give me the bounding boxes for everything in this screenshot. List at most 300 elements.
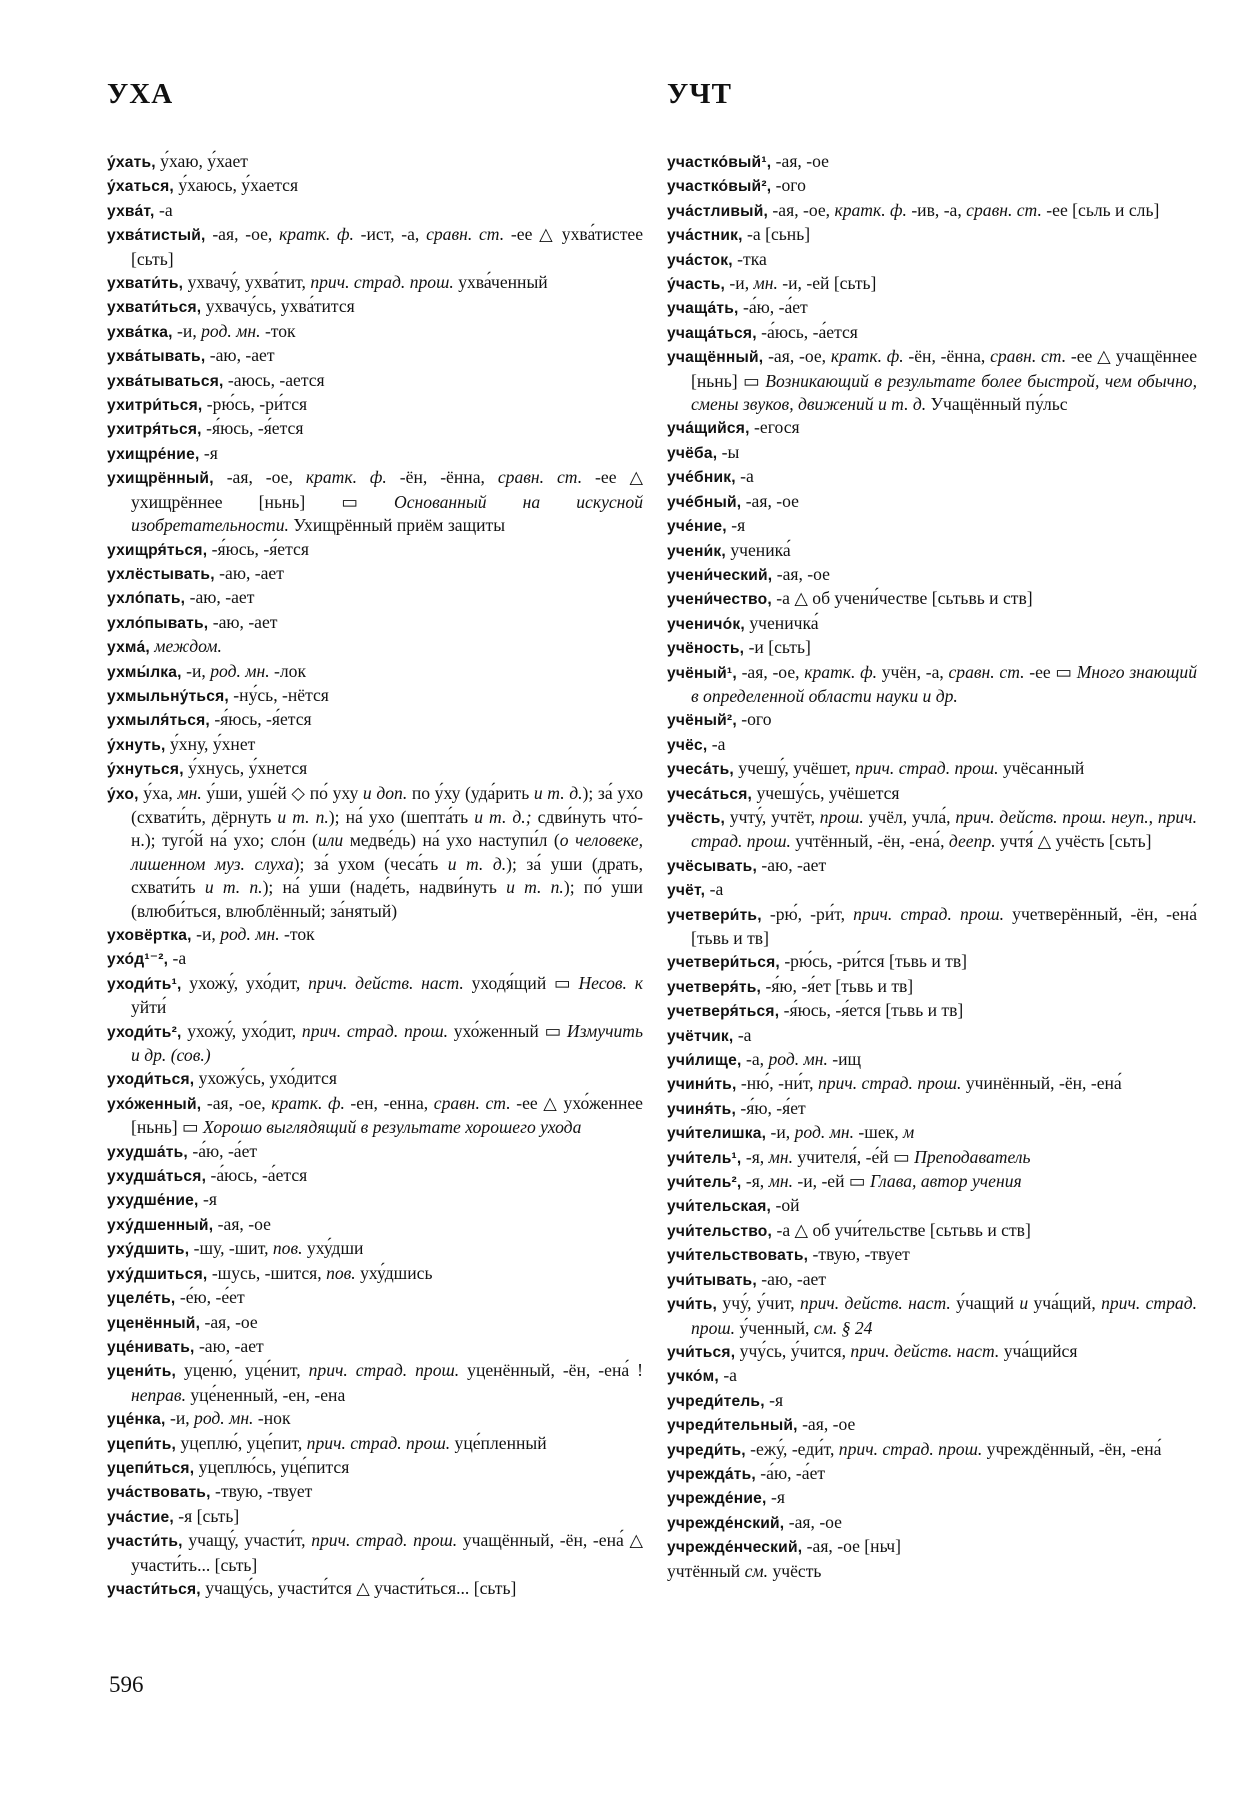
headword: участи́ть, [107,1533,183,1551]
headword: ухва́тывать, [107,348,206,366]
dictionary-entry [107,1456,643,1480]
grammar-label: Хорошо выглядящий в результате хорошего ухода [203,1117,582,1138]
entry-text: уходя́щий ▭ [463,972,579,993]
entry-text: учу́сь, у́чится, [735,1340,851,1361]
dictionary-entry [107,150,643,174]
left-column [107,150,643,1601]
headword: ухищрённый, [107,470,214,488]
entry-text: -ая, -ое [ньч] [802,1536,901,1557]
grammar-label: прич. страд. прош. [306,1432,451,1453]
entry-text: у́хаюсь, у́хается [173,175,299,196]
dictionary-entry [107,1164,643,1188]
dictionary-entry [667,223,1197,247]
headword: учи́тель¹, [667,1149,742,1167]
grammar-label: прич. страд. прош. [838,1438,983,1459]
dictionary-entry [667,1268,1197,1292]
dictionary-entry [107,1407,643,1431]
dictionary-entry [107,1262,643,1286]
dictionary-entry [667,514,1197,538]
entry-text: -и, [191,924,221,944]
entry-text: учителя́, -е́й ▭ [792,1146,915,1167]
headword: учи́телишка, [667,1125,767,1143]
grammar-label: и т. д. [533,782,583,803]
headword: учёсть, [667,809,726,827]
entry-text: -а [154,199,173,220]
entry-text: учтённый, -ён, -ена́, [790,831,949,852]
grammar-label: род. мн. [210,660,270,681]
entry-text: -я [198,1189,217,1210]
entry-text: уйти́ [131,997,167,1018]
entry-text: учту́, учтёт, [725,806,820,827]
headword: ухва́тка, [107,323,173,341]
dictionary-entry [667,1486,1197,1510]
entry-text: -ая, -ое [741,490,799,511]
grammar-label: сравн. ст. [990,346,1067,367]
dictionary-entry [107,344,643,368]
dictionary-entry [107,660,643,684]
grammar-label: и т. п. [506,877,564,898]
grammar-label: прич. действ. наст. [308,972,464,993]
headword: учрежде́ние, [667,1490,767,1508]
grammar-label: род. мн. [768,1049,828,1070]
entry-text: -аюсь, -ается [223,369,325,390]
entry-text: -аю, -ает [185,587,255,608]
entry-text: -твую, -твует [210,1481,313,1502]
entry-text: -а [707,733,726,754]
grammar-label: кратк. ф. [834,199,907,220]
grammar-label: прич. страд. прош. [310,272,454,293]
running-head-right: УЧТ [667,78,732,110]
grammar-label: прич. страд. прош. [311,1530,458,1551]
headword: учиня́ть, [667,1100,736,1118]
dictionary-entry [667,1340,1197,1364]
headword: уховёртка, [107,927,192,944]
dictionary-entry [667,345,1197,416]
entry-text: -е́ю, -е́ет [175,1287,245,1308]
entry-text: ученичка́ [744,612,819,633]
headword: у́часть, [667,276,726,294]
headword: ухва́тистый, [107,227,206,245]
entry-text: -а [733,1024,752,1045]
dictionary-entry [107,947,643,971]
entry-text: уху́дши [302,1238,364,1259]
headword: уходи́ть¹, [107,975,182,993]
headword: учи́лище, [667,1052,742,1070]
entry-text: ученика́ [725,539,791,560]
headword: у́хаться, [107,178,174,196]
dictionary-entry [667,1121,1197,1145]
dictionary-entry [667,1048,1197,1072]
dictionary-entry [667,272,1197,296]
entry-text: -ню́, -ни́т, [736,1073,818,1094]
headword: ухва́тываться, [107,372,224,390]
dictionary-entry [667,1389,1197,1413]
entry-text: учащу́, участи́т, [182,1530,312,1551]
entry-text: учёсть [768,1560,822,1581]
headword: учёс, [667,736,708,754]
entry-text: -и, [725,273,754,294]
headword: учреди́тельный, [667,1417,798,1435]
grammar-label: деепр. [948,831,996,852]
headword: учини́ть, [667,1076,737,1094]
entry-text: у́хаю, у́хает [155,151,248,171]
grammar-label: и доп. [362,782,408,803]
dictionary-entry [107,757,643,781]
headword: учетвери́ться, [667,954,780,972]
entry-text: -и, -ей [сьть] [777,273,877,294]
grammar-label: мн. [177,782,202,803]
entry-text: -нок [253,1408,291,1429]
entry-text: -ищ [827,1049,862,1070]
headword: уче́бник, [667,469,736,487]
grammar-label: Возникающий в результате более быстрой, чем обычно, смены звуков, движений и т. д. [691,370,1197,415]
entry-text: -и, [165,1408,195,1429]
dictionary-entry [667,199,1197,223]
entry-text: -рю́сь, -ри́тся [202,394,308,415]
dictionary-entry [667,563,1197,587]
grammar-label: кратк. ф. [305,467,387,488]
headword: ухва́т, [107,202,155,220]
entry-text: -ток [260,320,296,341]
headword: учеса́ть, [667,761,734,779]
entry-text: Ухищрённый приём защиты [288,515,506,536]
headword: уча́сток, [667,251,733,269]
grammar-label: Измучить и др. (сов.) [131,1020,643,1066]
dictionary-entry [667,636,1197,660]
headword: учрежде́нческий, [667,1539,803,1557]
grammar-label: сравн. ст. [433,1092,511,1113]
entry-text: -лок [269,660,307,681]
grammar-label: прич. страд. прош. [308,1360,460,1381]
entry-text: ); за́ уши (драть, схвати́ть [131,853,643,898]
headword: уцепи́ться, [107,1459,195,1477]
entry-text: -ён, -ённа, [903,346,991,367]
entry-text: ухожу́, ухо́дит, [181,1020,302,1041]
dictionary-entry [667,539,1197,563]
entry-text: -я́ю, -я́ет [тьвь и тв] [761,975,914,996]
dictionary-entry [667,1413,1197,1437]
grammar-label: Основанный на искусной изобретательности. [131,491,644,536]
headword: уча́стник, [667,227,743,245]
dictionary-entry [107,586,643,610]
dictionary-entry [667,950,1197,974]
grammar-label: см. [744,1560,769,1581]
entry-text: -я, [741,1171,769,1192]
entry-text: -а [сьнь] [742,224,811,245]
entry-text: -егося [749,417,800,438]
entry-text: -тка [732,248,767,269]
headword: учи́ть, [667,1296,718,1314]
headword: учрежде́нский, [667,1514,785,1532]
headword: участко́вый¹, [667,154,772,171]
entry-text: ухвачу́сь, ухва́тится [201,296,355,317]
headword: учёный¹, [667,664,737,682]
grammar-label: пов. [272,1238,303,1259]
headword: уча́ствовать, [107,1484,211,1502]
dictionary-entry [667,1024,1197,1048]
entry-text: ухожу́, ухо́дит, [181,972,309,993]
headword: ученичо́к, [667,615,745,633]
entry-text: учешу́сь, учёшется [752,782,900,803]
page-number: 596 [109,1672,144,1697]
dictionary-entry [107,972,643,1020]
entry-text: у́ха, [138,782,178,803]
grammar-label: м [903,1122,915,1143]
dictionary-entry [107,733,643,757]
entry-text: -ая, -ое [772,563,830,584]
entry-text: -ая, -ое, [736,661,805,682]
entry-text: -ен, -енна, [344,1092,434,1113]
dictionary-entry [667,806,1197,854]
headword: учёба, [667,444,718,462]
entry-text: -а △ об учени́честве [сьтьвь и ств] [771,588,1033,609]
dictionary-entry [667,999,1197,1023]
entry-text: -я [сьть] [173,1505,240,1526]
entry-text: -а́ю, -а́ет [738,297,808,318]
entry-text: -а [705,879,724,900]
entry-text: у́хнусь, у́хнется [183,758,308,779]
headword: учи́тельствовать, [667,1247,809,1265]
entry-text: -а́юсь, -а́ется [756,321,858,342]
grammar-label: род. мн. [794,1122,855,1143]
entry-text: -ая, -ое, [768,199,835,220]
grammar-label: род. мн. [194,1408,254,1429]
grammar-label: кратк. ф. [804,661,878,682]
entry-text: уце́пленный [450,1432,547,1453]
headword: уцени́ть, [107,1363,177,1381]
entry-text: -а́юсь, -а́ется [206,1165,308,1186]
grammar-label: мн. [768,1146,793,1167]
entry-text: -ее △ учащённее [ньнь] ▭ [691,346,1197,391]
headword: ухло́пать, [107,590,186,608]
headword: ухудша́ться, [107,1168,207,1186]
entry-text: -ая, -ое [797,1414,856,1435]
entry-text: ухо́женный ▭ [448,1020,567,1041]
entry-text: -я [764,1389,784,1410]
entry-text: учащу́сь, участи́тся △ участи́ться... [сьть] [200,1577,517,1598]
dictionary-entry [107,562,643,586]
entry-text: -аю, -ает [756,1268,827,1289]
dictionary-entry [107,782,643,923]
dictionary-entry [107,1335,643,1359]
headword: учёсывать, [667,857,757,875]
entry-text: -аю, -ает [194,1335,264,1356]
headword: уходи́ться, [107,1071,195,1089]
grammar-label: и т. д. [447,853,507,874]
headword: уча́стие, [107,1508,174,1526]
dictionary-entry [667,708,1197,732]
grammar-label: пов. [326,1262,356,1283]
entry-text: -ого [771,175,806,196]
headword: учреди́ть, [667,1441,746,1459]
entry-text: -шек, [854,1122,903,1143]
entry-text: учетверённый, -ён, -ена́ [тьвь и тв] [691,903,1197,948]
headword: учетверя́ться, [667,1003,780,1021]
headword: учёт, [667,882,706,900]
dictionary-entry [107,684,643,708]
dictionary-entry [667,1194,1197,1218]
entry-text: -ист, -а, [353,224,427,245]
entry-text: ); за́ ухом (чеса́ть [293,853,448,874]
entry-text: -ежу́, -еди́т, [745,1438,839,1459]
headword: учрежда́ть, [667,1465,756,1483]
entry-text: -ого [736,709,772,730]
dictionary-entry [667,296,1197,320]
headword: учёный², [667,712,737,730]
entry-text: -и [сьть] [744,637,811,658]
entry-text: -ток [279,924,315,944]
headword: ухо́д¹⁻², [107,951,169,969]
entry-text: -я́юсь, -я́ется [209,709,312,730]
grammar-label: кратк. ф. [271,1092,345,1113]
dictionary-entry [667,1146,1197,1170]
dictionary-entry [107,320,643,344]
headword: уходи́ть², [107,1023,182,1041]
dictionary-entry [107,1237,643,1261]
headword: учи́тельство, [667,1222,773,1240]
headword: учени́к, [667,542,726,560]
entry-text: -а [168,948,187,969]
entry-text: у́ченный, [735,1317,814,1338]
entry-text: учёсанный [998,758,1085,779]
headword: участи́ться, [107,1580,201,1598]
entry-text: -ив, -а, [906,199,967,220]
headword: у́хнуть, [107,736,166,754]
grammar-label: род. мн. [201,320,261,341]
headword: ухищря́ться, [107,541,208,559]
headword: уча́щийся, [667,420,750,438]
dictionary-entry [667,1170,1197,1194]
dictionary-entry [107,442,643,466]
dictionary-entry [667,661,1197,709]
grammar-label: и т. п. [277,806,329,827]
dictionary-entry [667,854,1197,878]
headword: ухудше́ние, [107,1192,199,1210]
entry-text: -и, [172,320,202,341]
dictionary-entry [667,1097,1197,1121]
entry-text: -а △ об учи́тельстве [сьтьвь и ств] [772,1219,1031,1240]
entry-text: уча́щий, [1028,1293,1102,1314]
dictionary-entry [667,1243,1197,1267]
headword: учаща́ться, [667,324,757,342]
headword: учаща́ть, [667,300,739,318]
grammar-label: о человеке, лишенном муз. слуха [131,830,643,874]
grammar-label: и т. п. [204,877,263,898]
grammar-label: Преподаватель [914,1146,1031,1167]
entry-text: -я, [741,1146,769,1167]
headword: уху́дшить, [107,1241,190,1259]
dictionary-entry [667,465,1197,489]
running-head-left: УХА [107,78,174,110]
grammar-label: Глава, автор учения [869,1171,1022,1192]
grammar-label: кратк. ф. [830,346,904,367]
entry-text: у́хну, у́хнет [165,733,256,754]
entry-text: -и, [181,660,211,681]
entry-text: -а́ю, -а́ет [755,1462,826,1483]
entry-text: -а [718,1365,737,1386]
dictionary-entry [667,1072,1197,1096]
dictionary-entry [107,271,643,295]
dictionary-entry [667,733,1197,757]
headword: ухвати́ть, [107,275,184,293]
grammar-label: и [1019,1293,1029,1314]
grammar-label: междом. [154,636,222,657]
headword: ухлёстывать, [107,565,215,583]
dictionary-entry [107,1188,643,1212]
grammar-label: прич. страд. прош. [301,1020,449,1041]
headword: учреди́тель, [667,1392,765,1410]
entry-text: -ее ▭ [1024,661,1077,682]
entry-text: -я [766,1487,785,1508]
headword: уче́ние, [667,518,727,536]
entry-text: -ее △ ухва́тистее [сьть] [131,224,644,269]
entry-text: -ой [771,1195,800,1216]
entry-text: -ая, -ое [213,1213,271,1234]
entry-text: уху́дшись [355,1262,433,1283]
dictionary-entry [107,1432,643,1456]
headword: учко́м, [667,1368,719,1386]
headword: ухмыля́ться, [107,712,210,730]
grammar-label: Несов. к [578,972,643,993]
dictionary-entry [667,903,1197,951]
entry-text: учёл, учла́, [863,806,956,827]
headword: уце́нивать, [107,1338,195,1356]
dictionary-entry [667,782,1197,806]
dictionary-entry [107,1140,643,1164]
entry-text: -ее △ ухищрённее [ньнь] ▭ [131,467,644,512]
grammar-label: прич. действ. наст. [850,1340,1000,1361]
dictionary-entry [107,538,643,562]
grammar-label: см. § 24 [813,1317,873,1338]
dictionary-entry [107,295,643,319]
entry-text: -я́юсь, -я́ется [тьвь и тв] [779,1000,964,1021]
headword: уча́стливый, [667,202,769,220]
entry-text: -рю́сь, -ри́тся [тьвь и тв] [779,951,967,972]
grammar-label: сравн. ст. [948,661,1025,682]
dictionary-entry [107,611,643,635]
entry-text: учтённый [667,1560,745,1581]
headword: ухитря́ться, [107,421,202,439]
headword: у́хать, [107,154,156,171]
dictionary-entry [667,1462,1197,1486]
dictionary-entry [667,1511,1197,1535]
entry-text: -ая, -ое, [201,1092,272,1113]
dictionary-entry [107,1311,643,1335]
dictionary-entry [107,1577,643,1601]
headword: учени́чество, [667,591,772,609]
entry-text: -я [199,442,218,463]
dictionary-entry [107,1213,643,1237]
entry-text: -ая, -ое, [205,224,280,245]
headword: учетвери́ть, [667,906,762,924]
dictionary-entry [667,150,1197,174]
entry-text: -я́ю, -я́ет [736,1097,806,1118]
dictionary-entry [107,1505,643,1529]
entry-text: по у́ху (уда́рить [407,782,534,803]
entry-text: уце́ненный, -ен, -ена [185,1384,346,1405]
entry-text: у́чащий [950,1293,1020,1314]
entry-text: ); за́ ухо (схвати́ть, дёрнуть [131,782,643,827]
grammar-label: прич. страд. прош. [817,1073,962,1094]
dictionary-entry [667,321,1197,345]
dictionary-entry [107,1529,643,1577]
grammar-label: сравн. ст. [497,467,583,488]
grammar-label: мн. [753,273,778,294]
dictionary-entry [667,587,1197,611]
headword: уце́нка, [107,1411,166,1429]
entry-text: -аю, -ает [205,345,275,366]
dictionary-entry [107,369,643,393]
